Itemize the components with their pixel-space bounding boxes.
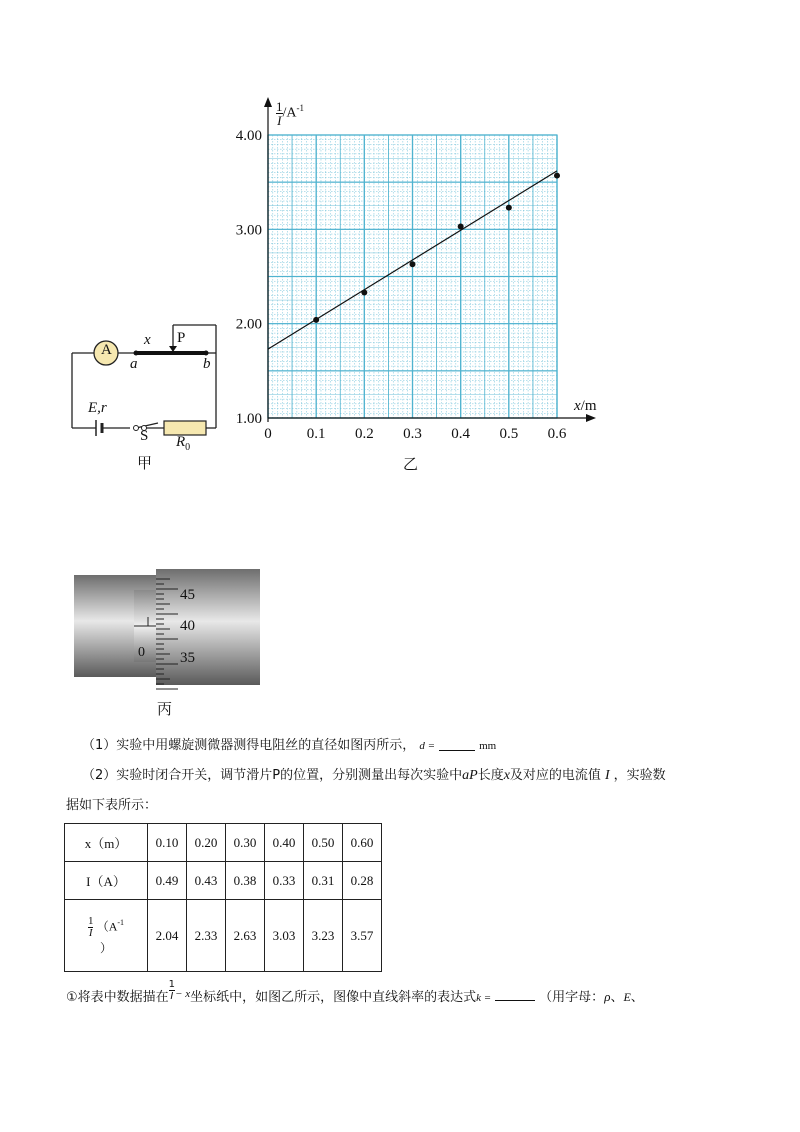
y-tick-label: 4.00 [235,128,262,144]
x-tick-label: 0 [264,426,272,442]
data-point [410,261,416,267]
graph-caption: 乙 [403,455,419,473]
data-point [361,290,367,296]
y-tick-label: 1.00 [235,411,262,427]
label-er: E,r [88,400,107,416]
y-tick-label: 2.00 [235,316,262,333]
resistor-r0 [164,421,206,435]
micrometer-tick-40: 40 [180,618,195,634]
y-axis-arrow [264,97,272,107]
table-head-i: I（A） [65,862,148,900]
micrometer-zero: 0 [138,645,145,660]
question-2-line2: 据如下表所示： [66,798,158,813]
label-x: x [144,332,151,348]
switch-icon [134,426,139,431]
data-point [554,173,560,179]
label-b: b [203,356,211,372]
question-3: ①将表中数据描在 $\frac{1}{I}$ $^{- x}$坐标纸中，如图乙所示，图像中直线斜率的表达式k = （用字母：ρ、E、 [66,979,644,1005]
x-tick-label: 0.3 [403,426,422,442]
x-axis-arrow [586,414,596,422]
micrometer-image [70,565,270,695]
question-1: （1）实验中用螺旋测微器测得电阻丝的直径如图丙所示， d = mm [82,738,497,753]
x-tick-label: 0.4 [451,426,471,442]
data-point [506,205,512,211]
x-tick-label: 0.6 [547,426,567,442]
micrometer-caption: 丙 [157,700,173,718]
x-tick-label: 0.2 [354,426,374,442]
table-head-x: x（m） [65,824,148,862]
circuit-caption: 甲 [137,454,153,472]
x-tick-label: 0.1 [306,426,326,442]
table-row: I（A） 0.49 0.43 0.38 0.33 0.31 0.28 [65,862,382,900]
data-table [64,823,382,972]
table-row: $\frac{1}{I}$ （$A^{-1}$ ） 2.04 2.33 2.63 3.03 3.23 3.57 [65,900,382,972]
data-point [458,224,464,230]
table-head-inv-i: $\frac{1}{I}$ （$A^{-1}$ ） [65,900,148,972]
y-tick-label: 3.00 [235,222,262,239]
answer-blank-d[interactable] [439,741,475,751]
label-r0: $R_0$ [176,434,191,453]
x-axis-label: x/m [574,398,597,414]
table-row: x（m） 0.10 0.20 0.30 0.40 0.50 0.60 [65,824,382,862]
data-point [313,317,319,323]
micrometer-tick-45: 45 [180,587,195,603]
answer-blank-k[interactable] [495,990,535,1001]
graph-chart [222,95,622,455]
question-2-line1: （2）实验时闭合开关，调节滑片P的位置，分别测量出每次实验中aP长度x及对应的电流值 I ，实验数 [82,768,666,783]
ammeter-label: A [101,342,112,358]
label-a: a [130,356,138,372]
micrometer-tick-35: 35 [180,650,195,666]
y-axis-label: $\frac{1}{I}$ $/A^{-1}$ [276,99,304,128]
label-p: P [177,330,186,346]
label-s: S [140,428,149,444]
x-tick-label: 0.5 [499,426,519,442]
